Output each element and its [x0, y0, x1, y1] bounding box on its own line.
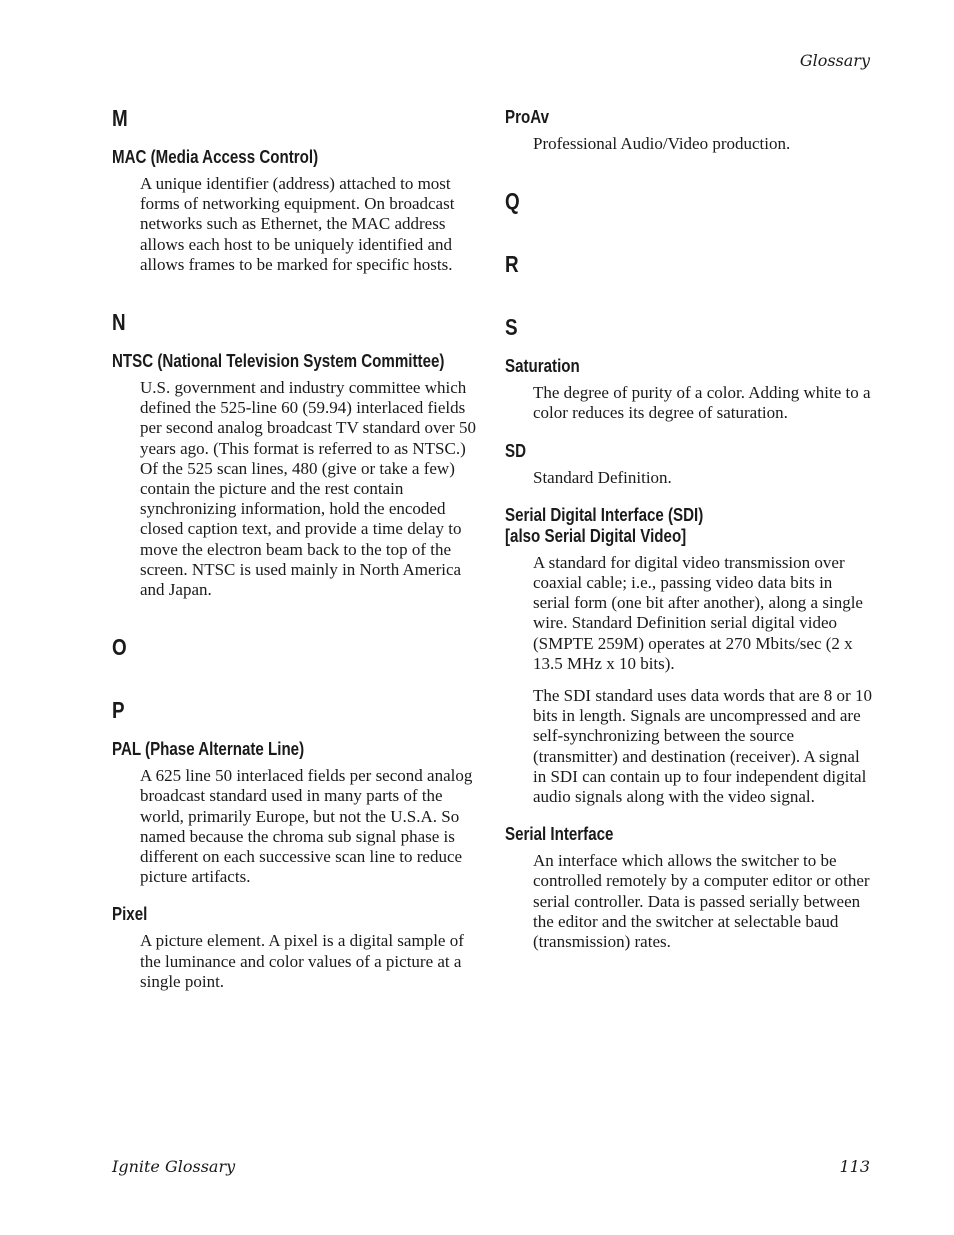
- definition-pal: A 625 line 50 interlaced fields per second analog broadcast standard used in many parts of the world, primarily Europe, but not the U.S.A. So named because the chroma sub signal phase is different on each successive scan line to reduce picture artifacts.: [140, 766, 473, 887]
- term-sdi-line2: [also Serial Digital Video]: [505, 525, 687, 546]
- definition-proav: Professional Audio/Video production.: [533, 134, 791, 153]
- definition-sdi-part2: The SDI standard uses data words that are 8 or 10 bits in length. Signals are uncompressed and are self-synchronizing between the source (transmitter) and destination (receiver). A signal in SDI can contain up to four independent digital audio signals along with the video signal.: [533, 686, 872, 807]
- definition-mac: A unique identifier (address) attached to most forms of networking equipment. On broadcast networks such as Ethernet, the MAC address allows each host to be uniquely identified and allows frames to be marked for specific hosts.: [140, 174, 455, 274]
- term-mac: MAC (Media Access Control): [112, 147, 319, 167]
- definition-serial-interface: An interface which allows the switcher to be controlled remotely by a computer editor or other serial controller. Data is passed serially between the editor and the switcher at selectable baud (transmission) rates.: [533, 851, 870, 952]
- term-serial-interface: Serial Interface: [505, 824, 614, 845]
- term-proav: ProAv: [505, 107, 549, 127]
- section-letter-s: S: [505, 314, 518, 341]
- term-sdi-line1: Serial Digital Interface (SDI): [505, 504, 704, 525]
- footer-title: Ignite Glossary: [112, 1157, 236, 1176]
- definition-saturation: The degree of purity of a color. Adding white to a color reduces its degree of saturation.: [533, 383, 871, 423]
- definition-sdi-part1: A standard for digital video transmission over coaxial cable; i.e., passing video data bits in serial form (one bit after another), along a single wire. Standard Definition serial digital video (SMPTE 259M) operates at 270 Mbits/sec (2 x 13.5 MHz x 10 bits).: [533, 552, 863, 673]
- section-letter-p: P: [112, 697, 125, 724]
- definition-pixel: A picture element. A pixel is a digital sample of the luminance and color values of a picture at a single point.: [140, 931, 464, 991]
- term-ntsc: NTSC (National Television System Committee): [112, 351, 445, 372]
- section-letter-o: O: [112, 634, 127, 661]
- right-column: [505, 107, 873, 952]
- definition-sd: Standard Definition.: [533, 467, 672, 487]
- definition-ntsc: U.S. government and industry committee which defined the 525-line 60 (59.94) interlaced fields per second analog broadcast TV standard over 50 years ago. (This format is referred to as NTSC.) Of the 525 scan lines, 480 (give or take a few) contain the picture and the rest contain synchronizing information, hold the encoded closed caption text, and provide a time delay to move the electron beam back to the top of the screen. NTSC is used mainly in North America and Japan.: [140, 378, 476, 600]
- term-pixel: Pixel: [112, 904, 148, 925]
- running-head: Glossary: [799, 51, 870, 70]
- term-pal: PAL (Phase Alternate Line): [112, 739, 305, 760]
- term-sd: SD: [505, 440, 527, 461]
- section-letter-n: N: [112, 309, 126, 336]
- term-saturation: Saturation: [505, 356, 580, 377]
- section-letter-q: Q: [505, 188, 520, 215]
- section-letter-m: M: [112, 105, 128, 131]
- left-column: [112, 104, 478, 992]
- page-number: 113: [839, 1157, 870, 1176]
- section-letter-r: R: [505, 251, 519, 278]
